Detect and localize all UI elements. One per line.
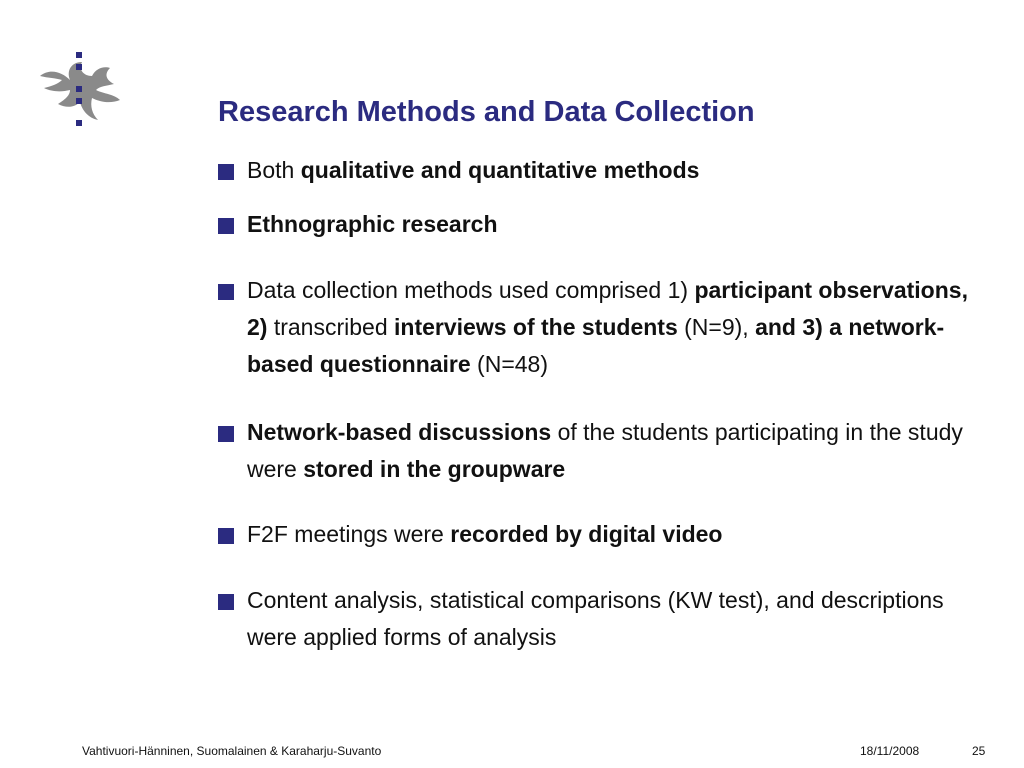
bullet-item <box>218 587 987 656</box>
logo-dot-5 <box>76 120 82 126</box>
bullet-square-icon <box>218 218 234 234</box>
bullet-item <box>218 521 987 553</box>
logo-dot-1 <box>76 52 82 58</box>
bullet-text: Ethnographic research <box>247 211 498 237</box>
bullet-text: Both qualitative and quantitative methods <box>247 157 700 183</box>
footer-date: 18/11/2008 <box>860 744 920 758</box>
slide-title: Research Methods and Data Collection <box>218 96 755 128</box>
bullet-text: Data collection methods used comprised 1) participant observations, 2) transcribed interviews of the students (N=9), and 3) a network-based questionnaire (N=48) <box>247 277 968 377</box>
logo-dot-4 <box>76 98 82 104</box>
footer-authors: Vahtivuori-Hänninen, Suomalainen & Karaharju-Suvanto <box>82 744 382 758</box>
bullet-square-icon <box>218 528 234 544</box>
bullet-square-icon <box>218 164 234 180</box>
university-logo-icon <box>36 46 126 136</box>
logo-dot-3 <box>76 86 82 92</box>
bullet-text: F2F meetings were recorded by digital video <box>247 521 723 547</box>
bullet-square-icon <box>218 426 234 442</box>
bullet-item <box>218 157 987 189</box>
bullet-text: Content analysis, statistical comparisons (KW test), and descriptions were applied forms of analysis <box>247 587 944 650</box>
bullet-item <box>218 277 987 383</box>
bullet-item <box>218 211 987 243</box>
bullet-item <box>218 419 987 488</box>
bullet-square-icon <box>218 284 234 300</box>
logo-dot-2 <box>76 64 82 70</box>
bullet-square-icon <box>218 594 234 610</box>
bullet-text: Network-based discussions of the students participating in the study were stored in the groupware <box>247 419 963 482</box>
footer-page-number: 25 <box>972 744 986 758</box>
